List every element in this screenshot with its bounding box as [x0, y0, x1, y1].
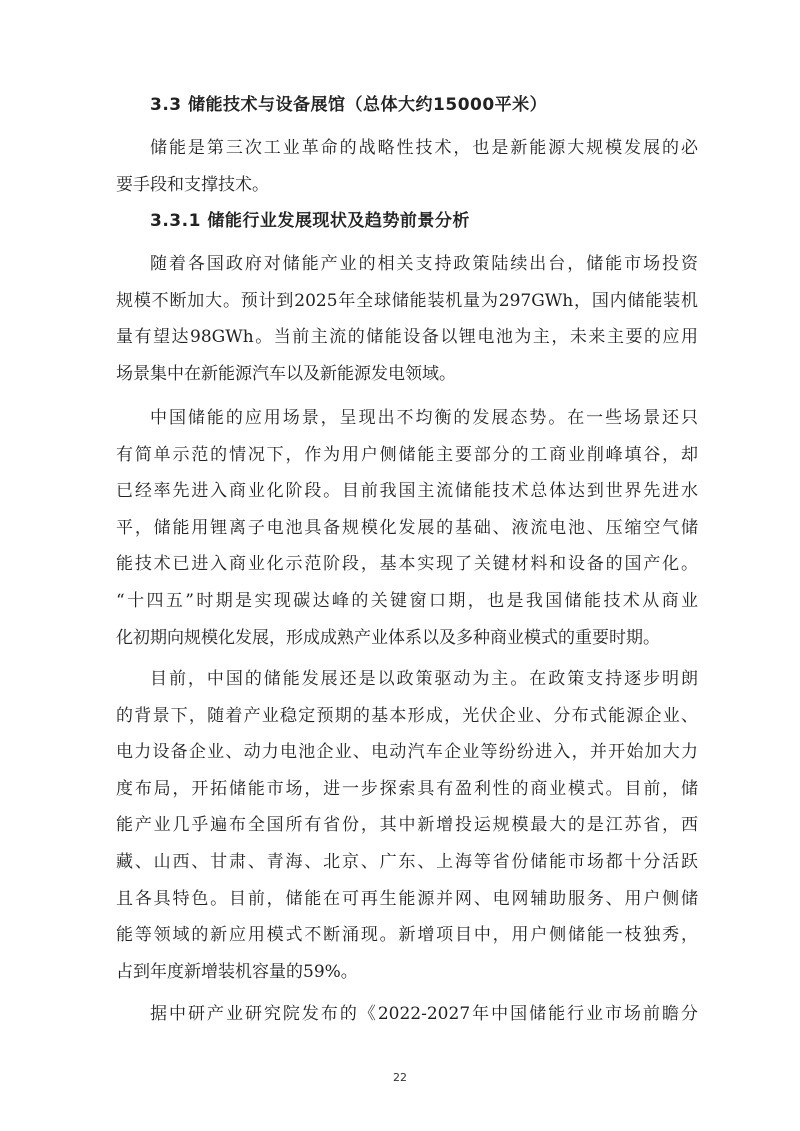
text-line: 且各具特色。目前，储能在可再生能源并网、电网辅助服务、用户侧储: [116, 888, 698, 909]
page-number: 22: [393, 1071, 407, 1084]
text-line: 随着各国政府对储能产业的相关支持政策陆续出台，储能市场投资: [150, 254, 698, 274]
text-line: 规模不断加大。预计到2025年全球储能装机量为297GWh，国内储能装机: [116, 290, 698, 311]
text-line: 藏、山西、甘肃、青海、北京、广东、上海等省份储能市场都十分活跃: [116, 851, 698, 872]
text-line: 要手段和支撑技术。: [116, 174, 269, 195]
text-line: 电力设备企业、动力电池企业、电动汽车企业等纷纷进入，并开始加大力: [116, 742, 698, 763]
text-line: 占到年度新增装机容量的59%。: [116, 961, 358, 982]
text-line: 中国储能的应用场景，呈现出不均衡的发展态势。在一些场景还只: [150, 408, 698, 428]
text-line: 能产业几乎遍布全国所有省份，其中新增投运规模最大的是江苏省，西: [116, 815, 698, 836]
text-line: 平，储能用锂离子电池具备规模化发展的基础、液流电池、压缩空气储: [116, 517, 698, 538]
paragraph: [116, 246, 698, 392]
text-line: 已经率先进入商业化阶段。目前我国主流储能技术总体达到世界先进水: [116, 481, 698, 502]
text-line: 据中研产业研究院发布的《2022-2027年中国储能行业市场前瞻分: [150, 1004, 698, 1024]
text-line: 有简单示范的情况下，作为用户侧储能主要部分的工商业削峰填谷，却: [116, 444, 698, 465]
paragraph: [116, 130, 698, 203]
text-line: 化初期向规模化发展，形成成熟产业体系以及多种商业模式的重要时期。: [116, 627, 660, 648]
text-line: 能等领域的新应用模式不断涌现。新增项目中，用户侧储能一枝独秀，: [116, 925, 698, 946]
paragraph: [116, 400, 698, 656]
text-line: 的背景下，随着产业稳定预期的基本形成，光伏企业、分布式能源企业、: [116, 705, 698, 726]
text-line: 度布局，开拓储能市场，进一步探索具有盈利性的商业模式。目前，储: [116, 778, 698, 799]
text-line: 量有望达98GWh。当前主流的储能设备以锂电池为主，未来主要的应用: [116, 327, 698, 348]
text-line: 储能是第三次工业革命的战略性技术，也是新能源大规模发展的必: [150, 138, 698, 158]
subsection-title: 3.3.1 储能行业发展现状及趋势前景分析: [150, 211, 470, 231]
paragraph: [116, 661, 698, 990]
text-line: “十四五”时期是实现碳达峰的关键窗口期，也是我国储能技术从商业: [116, 590, 698, 611]
section-title: 3.3 储能技术与设备展馆（总体大约15000平米）: [150, 95, 548, 115]
text-line: 目前，中国的储能发展还是以政策驱动为主。在政策支持逐步明朗: [150, 669, 698, 689]
text-line: 能技术已进入商业化示范阶段，基本实现了关键材料和设备的国产化。: [116, 554, 698, 575]
text-line: 场景集中在新能源汽车以及新能源发电领域。: [116, 363, 456, 384]
paragraph: [116, 996, 698, 1033]
